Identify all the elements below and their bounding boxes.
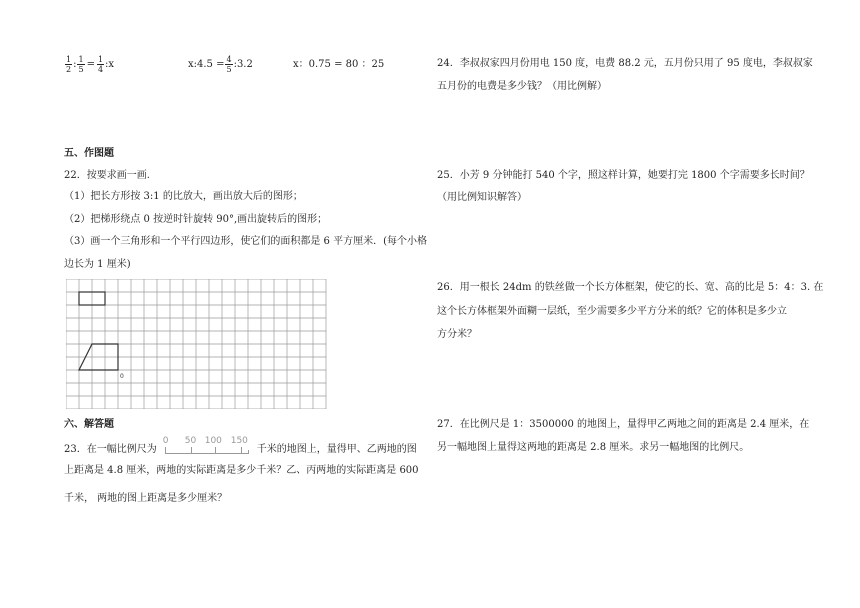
q23-line-3: 千米， 两地的图上距离是多少厘米？ xyxy=(64,493,228,504)
q23-line-1: 23．在一幅比例尺为 0 50 100 150 千米的地图上，量得甲、乙两地的图 xyxy=(64,436,417,458)
q24-line-1: 24．李叔叔家四月份用电 150 度，电费 88.2 元，五月份只用了 95 度电，李叔叔家 xyxy=(437,58,813,69)
fraction: $\frac{1}{2}$ xyxy=(66,55,72,74)
q27-line-2: 另一幅地图上量得这两地的距离是 2.8 厘米。求另一幅地图的比例尺。 xyxy=(437,442,750,453)
drawing-grid[interactable] xyxy=(66,279,328,409)
q22-line-4: （3）画一个三角形和一个平行四边形，使它们的面积都是 6 平方厘米．(每个小格 xyxy=(64,236,427,247)
equation-3: x：0.75 = 80 ：25 xyxy=(293,59,385,70)
q23-line-2: 上距离是 4.8 厘米，两地的实际距离是多少千米？乙、丙两地的实际距离是 600 xyxy=(64,465,419,476)
q24-line-2: 五月份的电费是多少钱？（用比例解） xyxy=(437,81,607,92)
equation-1: $\frac{1}{2}$ : $\frac{1}{5}$ = $\frac{1}{4}$ :x xyxy=(66,55,115,74)
equation-2: x:4.5 = $\frac{4}{5}$ :3.2 xyxy=(188,55,253,74)
point-o-label: 0 xyxy=(120,373,124,380)
fraction: $\frac{1}{4}$ xyxy=(97,55,104,74)
q26-line-3: 方分米？ xyxy=(437,329,477,340)
q27-line-1: 27．在比例尺是 1：3500000 的地图上，量得甲乙两地之间的距离是 2.4 厘米，在 xyxy=(437,419,810,430)
q22-line-1: 22．按要求画一画. xyxy=(64,170,150,181)
fraction: $\frac{4}{5}$ xyxy=(226,55,232,74)
q26-line-1: 26．用一根长 24dm 的铁丝做一个长方体框架，使它的长、宽、高的比是 5：4：3. 在 xyxy=(437,282,824,293)
q22-line-5: 边长为 1 厘米) xyxy=(64,259,131,270)
q25-line-2: （用比例知识解答） xyxy=(437,192,527,203)
section-heading: 六、解答题 xyxy=(64,419,114,430)
q22-line-2: （1）把长方形按 3:1 的比放大，画出放大后的图形； xyxy=(64,191,303,202)
section-heading: 五、作图题 xyxy=(64,148,114,159)
fraction: $\frac{1}{5}$ xyxy=(78,55,84,74)
q22-line-3: （2）把梯形绕点 0 按逆时针旋转 90°,画出旋转后的图形； xyxy=(64,214,328,225)
scale-bar: 0 50 100 150 xyxy=(161,436,253,458)
q26-line-2: 这个长方体框架外面糊一层纸，至少需要多少平方分米的纸？它的体积是多少立 xyxy=(437,306,787,317)
q25-line-1: 25．小芳 9 分钟能打 540 个字，照这样计算，她要打完 1800 个字需要多长时间？ xyxy=(437,170,810,181)
